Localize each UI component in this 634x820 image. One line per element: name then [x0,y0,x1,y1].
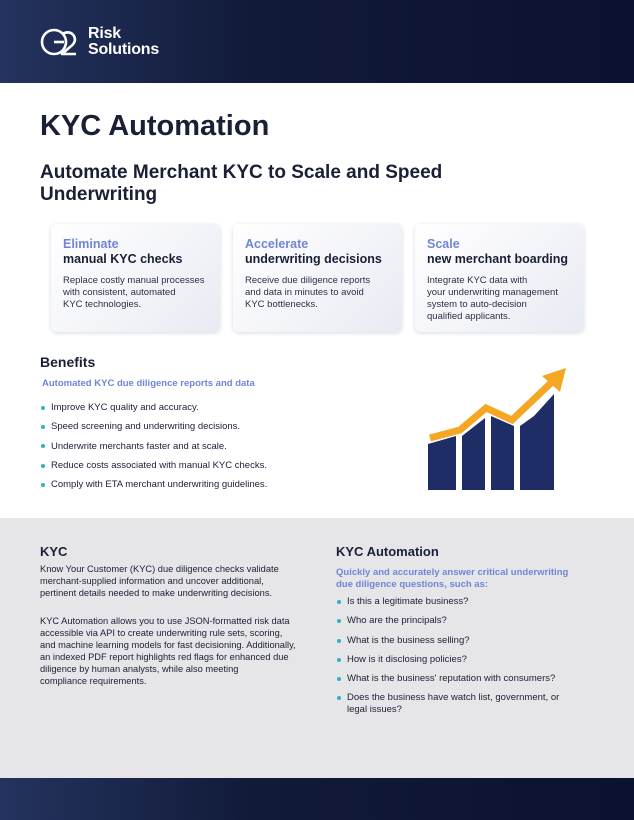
kyc-heading: KYC [40,544,68,559]
card-heading: underwriting decisions [245,252,382,266]
bullet-icon [41,483,45,487]
page-subtitle: Automate Merchant KYC to Scale and Speed Underwriting [40,162,443,205]
benefits-subheading: Automated KYC due diligence reports and data [42,378,255,389]
logo-wordmark [84,26,159,58]
bullet-icon [337,696,341,700]
list-item [40,475,267,494]
benefits-list [40,398,267,494]
card-body: Replace costly manual processes with consistent, automated KYC technologies. [63,275,205,310]
card-accent: Accelerate [245,237,309,251]
question-text: How is it disclosing policies? [347,653,467,665]
card-heading: new merchant boarding [427,252,568,266]
bullet-icon [41,444,45,448]
bullet-icon [337,677,341,681]
kyc-paragraph-1: Know Your Customer (KYC) due diligence checks validate merchant-supplied information and uncover additional, pertinent details needed to make underwriting decisions. [40,564,279,598]
benefit-text: Underwrite merchants faster and at scale. [51,440,227,452]
footer-bar [0,778,634,820]
question-text: What is the business selling? [347,634,470,646]
card-accent: Eliminate [63,237,119,251]
list-item [40,417,267,436]
list-item [336,615,596,627]
list-item [336,635,596,647]
growth-chart-icon [424,366,570,490]
benefits-heading: Benefits [40,354,96,370]
question-text: Who are the principals? [347,615,447,627]
feature-card-eliminate [51,224,220,332]
logo-line-1: Risk [88,25,121,42]
card-accent: Scale [427,237,460,251]
questions-list [336,596,596,724]
benefit-text: Speed screening and underwriting decisions. [51,421,241,433]
card-body: Integrate KYC data with your underwriting management system to auto-decision qualified applicants. [427,275,558,322]
bullet-icon [337,658,341,662]
benefit-text: Comply with ETA merchant underwriting guidelines. [51,479,268,491]
bullet-icon [337,600,341,604]
bullet-icon [337,619,341,623]
list-item [40,437,267,456]
benefit-text: Reduce costs associated with manual KYC checks. [51,460,267,472]
card-heading: manual KYC checks [63,252,183,266]
list-item [40,398,267,417]
bullet-icon [41,464,45,468]
bullet-icon [337,639,341,643]
card-body: Receive due diligence reports and data in minutes to avoid KYC bottlenecks. [245,275,371,310]
kyc-automation-heading: KYC Automation [336,544,439,559]
question-text: What is the business' reputation with consumers? [347,673,556,685]
g2-logo-icon [40,26,84,58]
bullet-icon [41,425,45,429]
chart-bar [491,416,514,490]
feature-card-scale [415,224,584,332]
list-item [336,673,596,685]
question-text: Does the business have watch list, government, or legal issues? [347,692,560,716]
page-title: KYC Automation [40,110,270,142]
bullet-icon [41,406,45,410]
list-item [336,692,596,716]
list-item [40,456,267,475]
company-logo[interactable] [40,26,159,58]
question-text: Is this a legitimate business? [347,596,469,607]
feature-card-accelerate [233,224,402,332]
chart-bar [428,436,456,490]
header-bar [0,0,634,83]
list-item [336,596,596,608]
list-item [336,654,596,666]
logo-line-2: Solutions [88,41,160,58]
kyc-automation-subheading: Quickly and accurately answer critical underwriting due diligence questions, such as: [336,567,569,590]
kyc-paragraph-2: KYC Automation allows you to use JSON-formatted risk data accessible via API to create underwriting rule sets, scoring, and machine learning models for fast decisioning. Additionally, an indexed PDF report highlights red flags for enhanced due diligence by human analysts, while also meeting compliance requirements. [40,616,296,686]
benefit-text: Improve KYC quality and accuracy. [51,402,199,414]
